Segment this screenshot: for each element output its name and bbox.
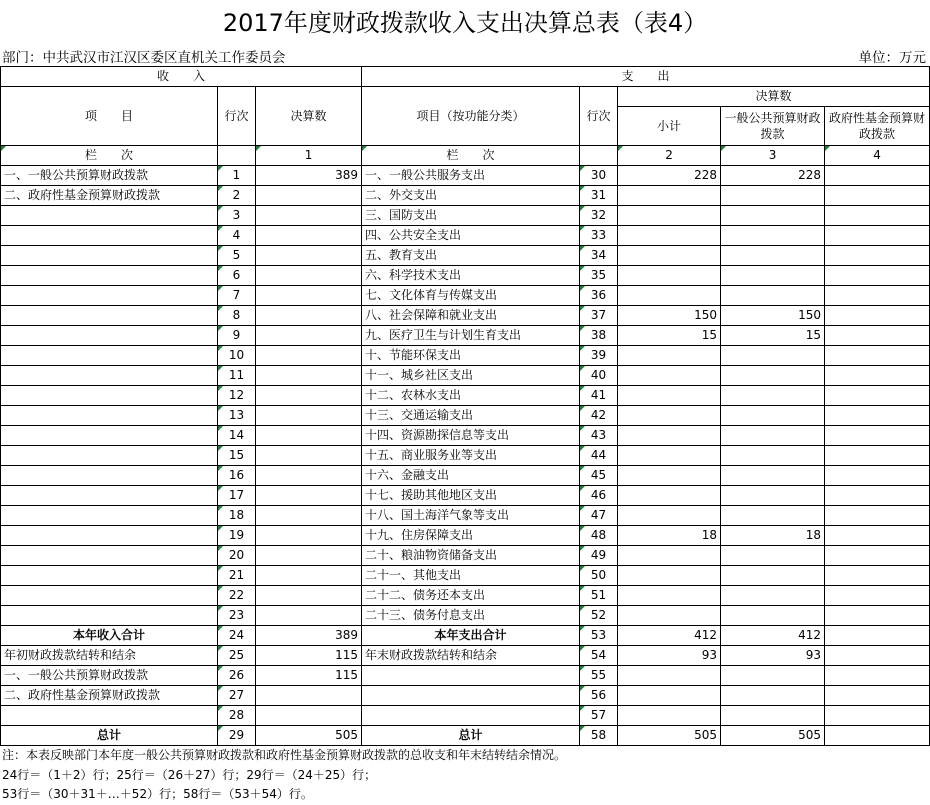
- income-item-cell: [1, 446, 218, 466]
- expense-line-no-cell: 48: [580, 526, 618, 546]
- income-amount-cell: [256, 586, 362, 606]
- income-item-header: 项 目: [1, 87, 218, 146]
- fund-budget-cell: [825, 486, 930, 506]
- subtotal-cell: [618, 606, 721, 626]
- expense-line-no-cell: 45: [580, 466, 618, 486]
- fund-budget-cell: [825, 546, 930, 566]
- income-amount-cell: [256, 566, 362, 586]
- fund-budget-cell: [825, 266, 930, 286]
- income-amount-cell: [256, 686, 362, 706]
- income-line-no-cell: 21: [218, 566, 256, 586]
- general-budget-cell: [721, 426, 825, 446]
- income-amount-cell: [256, 546, 362, 566]
- general-budget-cell: [721, 226, 825, 246]
- income-line-no-cell: 12: [218, 386, 256, 406]
- income-amount-cell: 115: [256, 646, 362, 666]
- income-line-no-cell: 22: [218, 586, 256, 606]
- fund-budget-cell: [825, 426, 930, 446]
- general-budget-cell: 412: [721, 626, 825, 646]
- general-budget-cell: [721, 406, 825, 426]
- expense-header: 支 出: [362, 67, 930, 87]
- income-amount-cell: [256, 246, 362, 266]
- expense-item-cell: 八、社会保障和就业支出: [362, 306, 580, 326]
- subtotal-cell: [618, 506, 721, 526]
- column-number-4: 4: [825, 146, 930, 166]
- fund-budget-cell: [825, 526, 930, 546]
- income-line-no-header: 行次: [218, 87, 256, 146]
- subtotal-cell: [618, 706, 721, 726]
- income-amount-cell: [256, 486, 362, 506]
- expense-item-cell: 五、教育支出: [362, 246, 580, 266]
- expense-item-cell: 二十二、债务还本支出: [362, 586, 580, 606]
- general-budget-cell: 15: [721, 326, 825, 346]
- subtotal-cell: [618, 366, 721, 386]
- expense-line-no-cell: 47: [580, 506, 618, 526]
- fund-budget-cell: [825, 406, 930, 426]
- expense-item-cell: 六、科学技术支出: [362, 266, 580, 286]
- income-line-no-cell: 17: [218, 486, 256, 506]
- subtotal-cell: [618, 206, 721, 226]
- expense-line-no-cell: 42: [580, 406, 618, 426]
- subtotal-cell: [618, 546, 721, 566]
- income-amount-cell: [256, 226, 362, 246]
- fund-budget-cell: [825, 246, 930, 266]
- subtotal-cell: 412: [618, 626, 721, 646]
- income-line-no-cell: 6: [218, 266, 256, 286]
- income-item-cell: [1, 586, 218, 606]
- fund-budget-cell: [825, 386, 930, 406]
- income-item-cell: [1, 486, 218, 506]
- income-amount-cell: [256, 446, 362, 466]
- department-label: 部门：中共武汉市江汉区委区直机关工作委员会: [2, 50, 286, 66]
- expense-line-no-cell: 40: [580, 366, 618, 386]
- table-row: [1, 606, 930, 626]
- note-line: 24行＝（1＋2）行；25行＝（26＋27）行；29行＝（24＋25）行；: [2, 767, 377, 782]
- income-amount-cell: 115: [256, 666, 362, 686]
- income-line-no-cell: 20: [218, 546, 256, 566]
- income-item-cell: [1, 206, 218, 226]
- fund-budget-cell: [825, 586, 930, 606]
- fund-budget-cell: [825, 686, 930, 706]
- expense-item-cell: 二十一、其他支出: [362, 566, 580, 586]
- income-item-cell: 年初财政拨款结转和结余: [1, 646, 218, 666]
- expense-item-cell: 本年支出合计: [362, 626, 580, 646]
- expense-item-cell: 年末财政拨款结转和结余: [362, 646, 580, 666]
- general-budget-cell: [721, 266, 825, 286]
- fund-budget-cell: [825, 186, 930, 206]
- general-budget-cell: [721, 366, 825, 386]
- subtotal-cell: 93: [618, 646, 721, 666]
- income-line-no-cell: 27: [218, 686, 256, 706]
- general-budget-cell: 150: [721, 306, 825, 326]
- expense-line-no-cell: 50: [580, 566, 618, 586]
- subtotal-cell: [618, 346, 721, 366]
- fund-budget-cell: [825, 166, 930, 186]
- expense-item-cell: 十一、城乡社区支出: [362, 366, 580, 386]
- income-line-no-cell: 9: [218, 326, 256, 346]
- income-item-cell: [1, 526, 218, 546]
- subtotal-cell: 15: [618, 326, 721, 346]
- general-budget-cell: [721, 506, 825, 526]
- income-item-cell: [1, 566, 218, 586]
- general-budget-cell: [721, 546, 825, 566]
- expense-item-cell: 总计: [362, 726, 580, 746]
- expense-item-cell: 十六、金融支出: [362, 466, 580, 486]
- income-item-cell: 一、一般公共预算财政拨款: [1, 166, 218, 186]
- expense-item-cell: 二十、粮油物资储备支出: [362, 546, 580, 566]
- page-title: 2017年度财政拨款收入支出决算总表（表4）: [222, 9, 708, 37]
- table-row: [1, 186, 930, 206]
- general-budget-cell: [721, 586, 825, 606]
- income-item-cell: [1, 306, 218, 326]
- income-item-cell: [1, 266, 218, 286]
- expense-line-no-cell: 49: [580, 546, 618, 566]
- expense-item-cell: 四、公共安全支出: [362, 226, 580, 246]
- general-budget-cell: [721, 686, 825, 706]
- column-number-3: 3: [721, 146, 825, 166]
- expense-line-no-cell: 33: [580, 226, 618, 246]
- subtotal-cell: 228: [618, 166, 721, 186]
- income-line-no-cell: 5: [218, 246, 256, 266]
- note-line: 53行＝（30＋31＋…＋52）行；58行＝（53＋54）行。: [2, 787, 313, 801]
- expense-item-cell: 一、一般公共服务支出: [362, 166, 580, 186]
- unit-label: 单位：万元: [858, 50, 926, 66]
- general-budget-cell: 18: [721, 526, 825, 546]
- income-amount-cell: [256, 286, 362, 306]
- income-item-cell: [1, 366, 218, 386]
- fund-budget-cell: [825, 226, 930, 246]
- table-row: [1, 546, 930, 566]
- expense-item-cell: 十二、农林水支出: [362, 386, 580, 406]
- income-item-cell: [1, 546, 218, 566]
- income-amount-cell: [256, 386, 362, 406]
- notes: [2, 746, 566, 805]
- subtotal-cell: [618, 186, 721, 206]
- general-budget-cell: 228: [721, 166, 825, 186]
- income-amount-cell: [256, 506, 362, 526]
- general-budget-cell: 505: [721, 726, 825, 746]
- income-line-no-cell: 11: [218, 366, 256, 386]
- income-line-no-cell: 8: [218, 306, 256, 326]
- note-line: 注：本表反映部门本年度一般公共预算财政拨款和政府性基金预算财政拨款的总收支和年末结转结余情况。: [2, 748, 567, 762]
- fund-budget-cell: [825, 446, 930, 466]
- subtotal-cell: [618, 486, 721, 506]
- income-amount-cell: [256, 266, 362, 286]
- table-row: [1, 646, 930, 666]
- expense-line-no-cell: 36: [580, 286, 618, 306]
- table-row: [1, 586, 930, 606]
- expense-line-no-cell: 52: [580, 606, 618, 626]
- general-budget-cell: [721, 206, 825, 226]
- expense-amount-header: 决算数: [618, 87, 930, 107]
- expense-line-no-cell: 35: [580, 266, 618, 286]
- fund-budget-cell: [825, 466, 930, 486]
- table-row: [1, 426, 930, 446]
- expense-line-no-cell: 38: [580, 326, 618, 346]
- income-line-no-cell: 14: [218, 426, 256, 446]
- income-line-no-cell: 18: [218, 506, 256, 526]
- general-budget-cell: [721, 466, 825, 486]
- subtotal-cell: [618, 446, 721, 466]
- column-label-right: 栏 次: [362, 146, 580, 166]
- table-row: [1, 526, 930, 546]
- income-amount-cell: [256, 706, 362, 726]
- income-item-cell: [1, 326, 218, 346]
- income-amount-cell: [256, 366, 362, 386]
- table-row: [1, 486, 930, 506]
- expense-line-no-cell: 30: [580, 166, 618, 186]
- expense-item-cell: [362, 686, 580, 706]
- subtotal-cell: [618, 566, 721, 586]
- table-row: [1, 406, 930, 426]
- expense-item-cell: 十七、援助其他地区支出: [362, 486, 580, 506]
- table-row: [1, 466, 930, 486]
- column-label-line-no-left: [218, 146, 256, 166]
- expense-line-no-header: 行次: [580, 87, 618, 146]
- general-budget-cell: [721, 606, 825, 626]
- table-row: [1, 626, 930, 646]
- subtotal-cell: 18: [618, 526, 721, 546]
- expense-line-no-cell: 53: [580, 626, 618, 646]
- income-amount-cell: [256, 526, 362, 546]
- general-budget-cell: [721, 186, 825, 206]
- subtotal-cell: [618, 686, 721, 706]
- expense-item-cell: [362, 666, 580, 686]
- income-item-cell: [1, 426, 218, 446]
- table-row: [1, 386, 930, 406]
- income-line-no-cell: 19: [218, 526, 256, 546]
- income-amount-cell: 505: [256, 726, 362, 746]
- fund-budget-cell: [825, 206, 930, 226]
- income-item-cell: 本年收入合计: [1, 626, 218, 646]
- income-item-cell: [1, 346, 218, 366]
- general-budget-cell: [721, 346, 825, 366]
- income-item-cell: 二、政府性基金预算财政拨款: [1, 186, 218, 206]
- expense-item-cell: 十三、交通运输支出: [362, 406, 580, 426]
- expense-line-no-cell: 55: [580, 666, 618, 686]
- income-line-no-cell: 24: [218, 626, 256, 646]
- expense-item-cell: [362, 706, 580, 726]
- fund-budget-cell: [825, 626, 930, 646]
- expense-item-header: 项目（按功能分类）: [362, 87, 580, 146]
- fund-budget-cell: [825, 306, 930, 326]
- fund-budget-cell: [825, 666, 930, 686]
- subtotal-cell: [618, 466, 721, 486]
- income-amount-cell: [256, 306, 362, 326]
- table-row: [1, 446, 930, 466]
- final-accounts-table: [0, 66, 930, 746]
- income-line-no-cell: 2: [218, 186, 256, 206]
- column-number-1: 1: [256, 146, 362, 166]
- fund-budget-cell: [825, 726, 930, 746]
- subtotal-cell: 505: [618, 726, 721, 746]
- column-number-2: 2: [618, 146, 721, 166]
- income-amount-cell: [256, 346, 362, 366]
- expense-item-cell: 十、节能环保支出: [362, 346, 580, 366]
- table-row: [1, 686, 930, 706]
- table-row: [1, 346, 930, 366]
- column-label-line-no-right: [580, 146, 618, 166]
- subtotal-cell: [618, 286, 721, 306]
- general-budget-cell: [721, 286, 825, 306]
- income-header: 收 入: [1, 67, 362, 87]
- general-budget-cell: [721, 386, 825, 406]
- fund-budget-cell: [825, 566, 930, 586]
- subtotal-cell: 150: [618, 306, 721, 326]
- expense-line-no-cell: 44: [580, 446, 618, 466]
- income-line-no-cell: 23: [218, 606, 256, 626]
- subtotal-cell: [618, 226, 721, 246]
- income-amount-cell: [256, 466, 362, 486]
- subtotal-cell: [618, 586, 721, 606]
- table-row: [1, 706, 930, 726]
- fund-budget-cell: [825, 606, 930, 626]
- income-amount-cell: 389: [256, 626, 362, 646]
- table-row: [1, 286, 930, 306]
- table-row: [1, 166, 930, 186]
- table-row: [1, 666, 930, 686]
- income-item-cell: 总计: [1, 726, 218, 746]
- income-amount-cell: 389: [256, 166, 362, 186]
- subtotal-cell: [618, 406, 721, 426]
- table-row: [1, 566, 930, 586]
- expense-item-cell: 十四、资源勘探信息等支出: [362, 426, 580, 446]
- income-amount-cell: [256, 326, 362, 346]
- income-amount-cell: [256, 606, 362, 626]
- income-line-no-cell: 16: [218, 466, 256, 486]
- income-amount-cell: [256, 406, 362, 426]
- expense-line-no-cell: 51: [580, 586, 618, 606]
- expense-item-cell: 十八、国土海洋气象等支出: [362, 506, 580, 526]
- income-line-no-cell: 1: [218, 166, 256, 186]
- general-budget-cell: [721, 446, 825, 466]
- income-item-cell: 二、政府性基金预算财政拨款: [1, 686, 218, 706]
- income-amount-cell: [256, 206, 362, 226]
- general-budget-cell: [721, 246, 825, 266]
- fund-budget-cell: [825, 506, 930, 526]
- table-row: [1, 366, 930, 386]
- subtotal-cell: [618, 246, 721, 266]
- general-budget-cell: [721, 666, 825, 686]
- expense-line-no-cell: 57: [580, 706, 618, 726]
- income-line-no-cell: 13: [218, 406, 256, 426]
- income-item-cell: [1, 606, 218, 626]
- general-budget-cell: [721, 566, 825, 586]
- fund-budget-cell: [825, 706, 930, 726]
- expense-item-cell: 十五、商业服务业等支出: [362, 446, 580, 466]
- expense-line-no-cell: 46: [580, 486, 618, 506]
- income-line-no-cell: 29: [218, 726, 256, 746]
- expense-item-cell: 三、国防支出: [362, 206, 580, 226]
- general-budget-cell: [721, 706, 825, 726]
- income-line-no-cell: 10: [218, 346, 256, 366]
- expense-line-no-cell: 34: [580, 246, 618, 266]
- expense-item-cell: 二、外交支出: [362, 186, 580, 206]
- income-line-no-cell: 25: [218, 646, 256, 666]
- income-line-no-cell: 7: [218, 286, 256, 306]
- subtotal-cell: [618, 666, 721, 686]
- expense-item-cell: 十九、住房保障支出: [362, 526, 580, 546]
- expense-line-no-cell: 37: [580, 306, 618, 326]
- income-item-cell: [1, 386, 218, 406]
- subtotal-cell: [618, 266, 721, 286]
- income-item-cell: [1, 506, 218, 526]
- table-row: [1, 326, 930, 346]
- expense-line-no-cell: 32: [580, 206, 618, 226]
- expense-item-cell: 二十三、债务付息支出: [362, 606, 580, 626]
- column-label-left: 栏 次: [1, 146, 218, 166]
- expense-line-no-cell: 31: [580, 186, 618, 206]
- income-amount-cell: [256, 426, 362, 446]
- expense-line-no-cell: 43: [580, 426, 618, 446]
- income-line-no-cell: 4: [218, 226, 256, 246]
- expense-line-no-cell: 54: [580, 646, 618, 666]
- income-item-cell: [1, 286, 218, 306]
- table-row: [1, 226, 930, 246]
- income-amount-header: 决算数: [256, 87, 362, 146]
- expense-item-cell: 七、文化体育与传媒支出: [362, 286, 580, 306]
- income-line-no-cell: 26: [218, 666, 256, 686]
- income-line-no-cell: 15: [218, 446, 256, 466]
- general-budget-cell: [721, 486, 825, 506]
- expense-line-no-cell: 58: [580, 726, 618, 746]
- fund-budget-cell: [825, 346, 930, 366]
- subtotal-cell: [618, 386, 721, 406]
- income-item-cell: [1, 406, 218, 426]
- income-item-cell: [1, 706, 218, 726]
- income-item-cell: [1, 226, 218, 246]
- income-line-no-cell: 3: [218, 206, 256, 226]
- fund-budget-cell: [825, 366, 930, 386]
- income-item-cell: [1, 466, 218, 486]
- general-budget-header: 一般公共预算财政拨款: [721, 107, 825, 146]
- expense-line-no-cell: 39: [580, 346, 618, 366]
- subtotal-header: 小计: [618, 107, 721, 146]
- table-row: [1, 266, 930, 286]
- fund-budget-cell: [825, 286, 930, 306]
- fund-budget-header: 政府性基金预算财政拨款: [825, 107, 930, 146]
- table-row: [1, 206, 930, 226]
- table-row: [1, 246, 930, 266]
- expense-line-no-cell: 56: [580, 686, 618, 706]
- income-item-cell: 一、一般公共预算财政拨款: [1, 666, 218, 686]
- income-amount-cell: [256, 186, 362, 206]
- table-row: [1, 726, 930, 746]
- fund-budget-cell: [825, 326, 930, 346]
- income-line-no-cell: 28: [218, 706, 256, 726]
- expense-line-no-cell: 41: [580, 386, 618, 406]
- fund-budget-cell: [825, 646, 930, 666]
- general-budget-cell: 93: [721, 646, 825, 666]
- table-row: [1, 306, 930, 326]
- subtotal-cell: [618, 426, 721, 446]
- expense-item-cell: 九、医疗卫生与计划生育支出: [362, 326, 580, 346]
- income-item-cell: [1, 246, 218, 266]
- table-row: [1, 506, 930, 526]
